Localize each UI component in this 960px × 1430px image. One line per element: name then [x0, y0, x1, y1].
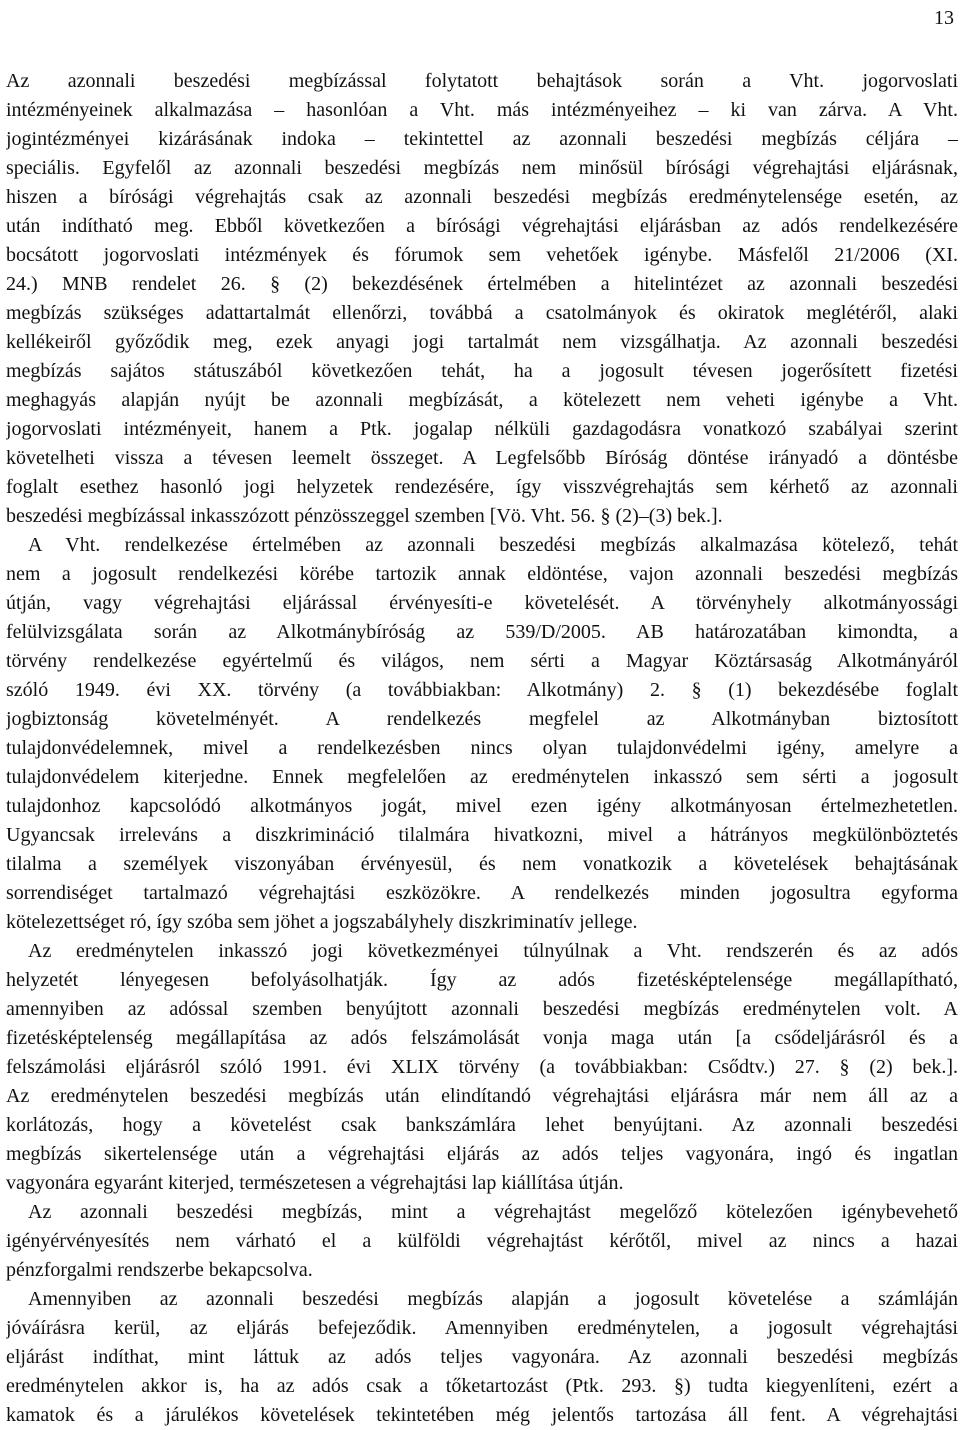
text-line: megbízás sikertelensége után a végrehajtási eljárás az adós teljes vagyonára, ingó és ingatlan: [6, 1143, 958, 1165]
text-line: tulajdonvédelemnek, mivel a rendelkezésben nincs olyan tulajdonvédelmi igény, amelyre a: [6, 737, 958, 759]
text-line: Az azonnali beszedési megbízással folytatott behajtások során a Vht. jogorvoslati: [6, 70, 958, 92]
text-line: Ugyancsak irreleváns a diszkrimináció tilalmára hivatkozni, mivel a hátrányos megkülönböztetés: [6, 824, 958, 846]
paragraph: [6, 67, 958, 531]
text-line: nem a jogosult rendelkezési körébe tartozik annak eldöntése, vajon azonnali beszedési megbízás: [6, 563, 958, 585]
text-line: eljárást indíthat, mint láttuk az adós teljes vagyonára. Az azonnali beszedési megbízás: [6, 1346, 958, 1368]
text-line: foglalt esethez hasonló jogi helyzetek rendezésére, így visszvégrehajtás sem kérhető az azonnali: [6, 476, 958, 498]
text-line: hiszen a bírósági végrehajtás csak az azonnali beszedési megbízás eredménytelensége esetén, az: [6, 186, 958, 208]
text-line: meghagyás alapján nyújt be azonnali megbízását, a kötelezett nem veheti igénybe a Vht.: [6, 389, 958, 411]
text-line: beszedési megbízással inkasszózott pénzösszeggel szemben [Vö. Vht. 56. § (2)–(3) bek.].: [6, 505, 723, 527]
text-line: igényérvényesítés nem várható el a külföldi végrehajtást kérőtől, mivel az nincs a hazai: [6, 1230, 958, 1252]
text-line: megbízás szükséges adattartalmát ellenőrzi, továbbá a csatolmányok és okiratok meglétéről, alaki: [6, 302, 958, 324]
text-line: után indítható meg. Ebből következően a bírósági végrehajtási eljárásban az adós rendelkezésére: [6, 215, 958, 237]
text-line: jóváírásra kerül, az eljárás befejeződik. Amennyiben eredménytelen, a jogosult végrehajtási: [6, 1317, 958, 1339]
text-line: szóló 1949. évi XX. törvény (a továbbiakban: Alkotmány) 2. § (1) bekezdésébe foglalt: [6, 679, 958, 701]
text-line: tulajdonvédelem kiterjedne. Ennek megfelelően az eredménytelen inkasszó sem sérti a jogosult: [6, 766, 958, 788]
text-line: 24.) MNB rendelet 26. § (2) bekezdésének értelmében a hitelintézet az azonnali beszedési: [6, 273, 958, 295]
text-line: kötelezettséget ró, így szóba sem jöhet a jogszabályhely diszkriminatív jellege.: [6, 911, 638, 933]
text-line: jogbiztonság követelményét. A rendelkezés megfelel az Alkotmányban biztosított: [6, 708, 958, 730]
text-line: sorrendiséget tartalmazó végrehajtási eszközökre. A rendelkezés minden jogosultra egyforma: [6, 882, 958, 904]
page-number: 13: [934, 7, 954, 29]
text-line: amennyiben az adóssal szemben benyújtott azonnali beszedési megbízás eredménytelen volt. A: [6, 998, 958, 1020]
text-line: bocsátott jogorvoslati intézmények és fórumok sem vehetőek igénybe. Másfelől 21/2006 (XI.: [6, 244, 958, 266]
text-line: speciális. Egyfelől az azonnali beszedési megbízás nem minősül bírósági végrehajtási eljárásnak,: [6, 157, 958, 179]
text-line: pénzforgalmi rendszerbe bekapcsolva.: [6, 1259, 313, 1281]
text-line: törvény rendelkezése egyértelmű és világos, nem sérti a Magyar Köztársaság Alkotmányáról: [6, 650, 958, 672]
text-line: intézményeinek alkalmazása – hasonlóan a Vht. más intézményeihez – ki van zárva. A Vht.: [6, 99, 958, 121]
text-line: Amennyiben az azonnali beszedési megbízás alapján a jogosult követelése a számláján: [28, 1288, 958, 1310]
text-line: korlátozás, hogy a követelést csak bankszámlára lehet benyújtani. Az azonnali beszedési: [6, 1114, 958, 1136]
paragraph: [6, 531, 958, 937]
document-body: [6, 67, 958, 1430]
text-line: kamatok és a járulékos követelések tekintetében még jelentős tartozása áll fent. A végrehajtási: [6, 1404, 958, 1426]
text-line: felszámolási eljárásról szóló 1991. évi XLIX törvény (a továbbiakban: Csődtv.) 27. § (2) bek.].: [6, 1056, 958, 1078]
text-line: felülvizsgálata során az Alkotmánybíróság az 539/D/2005. AB határozatában kimondta, a: [6, 621, 958, 643]
text-line: tilalma a személyek viszonyában érvényesül, és nem vonatkozik a követelések behajtásának: [6, 853, 958, 875]
text-line: fizetésképtelenség megállapítása az adós felszámolását vonja maga után [a csődeljárásról és a: [6, 1027, 958, 1049]
text-line: Az azonnali beszedési megbízás, mint a végrehajtást megelőző kötelezően igénybevehető: [28, 1201, 958, 1223]
text-line: eredménytelen akkor is, ha az adós csak a tőketartozást (Ptk. 293. §) tudta kiegyenlíteni, ezért a: [6, 1375, 958, 1397]
text-line: útján, vagy végrehajtási eljárással érvényesíti-e követelését. A törvényhely alkotmányossági: [6, 592, 958, 614]
text-line: Az eredménytelen inkasszó jogi következményei túlnyúlnak a Vht. rendszerén és az adós: [28, 940, 958, 962]
text-line: A Vht. rendelkezése értelmében az azonnali beszedési megbízás alkalmazása kötelező, tehát: [28, 534, 958, 556]
text-line: megbízás sajátos státuszából következően tehát, ha a jogosult tévesen jogerősített fizetési: [6, 360, 958, 382]
text-line: vagyonára egyaránt kiterjed, természetesen a végrehajtási lap kiállítása útján.: [6, 1172, 624, 1194]
text-line: tulajdonhoz kapcsolódó alkotmányos jogát, mivel ezen igény alkotmányosan értelmezhetetlen.: [6, 795, 958, 817]
text-line: követelheti vissza a tévesen leemelt összeget. A Legfelsőbb Bíróság döntése irányadó a döntésbe: [6, 447, 958, 469]
paragraph: [6, 937, 958, 1198]
text-line: kellékeiről győződik meg, ezek anyagi jogi tartalmát nem vizsgálhatja. Az azonnali beszedési: [6, 331, 958, 353]
paragraph: [6, 1198, 958, 1285]
text-line: jogorvoslati intézményeit, hanem a Ptk. jogalap nélküli gazdagodásra vonatkozó szabályai szerint: [6, 418, 958, 440]
text-line: jogintézményei kizárásának indoka – tekintettel az azonnali beszedési megbízás céljára –: [6, 128, 958, 150]
text-line: helyzetét lényegesen befolyásolhatják. Így az adós fizetésképtelensége megállapítható,: [6, 969, 958, 991]
text-line: Az eredménytelen beszedési megbízás után elindítandó végrehajtási eljárásra már nem áll az a: [6, 1085, 958, 1107]
paragraph: [6, 1285, 958, 1430]
